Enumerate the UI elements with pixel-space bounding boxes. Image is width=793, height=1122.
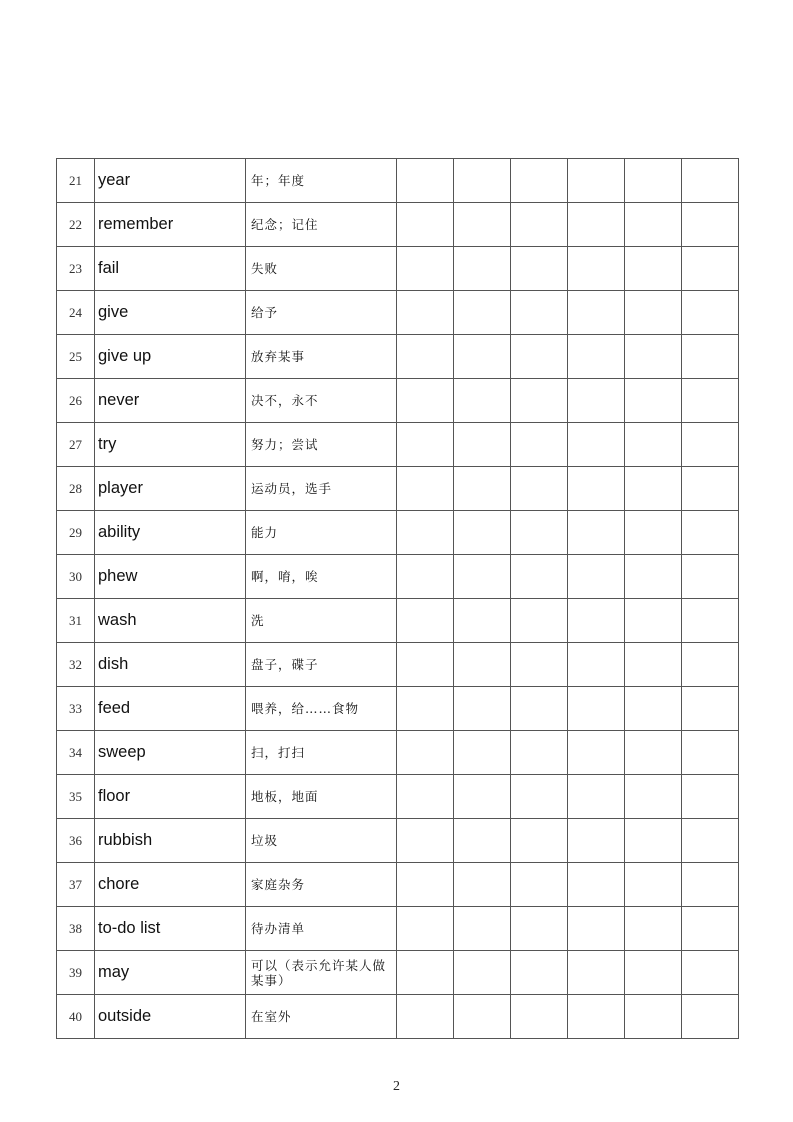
practice-cell — [454, 203, 511, 247]
practice-cell — [397, 159, 454, 203]
practice-cell — [682, 247, 739, 291]
practice-cell — [682, 687, 739, 731]
practice-cell — [397, 907, 454, 951]
chinese-meaning: 努力；尝试 — [246, 423, 397, 467]
practice-cell — [625, 775, 682, 819]
chinese-meaning: 给予 — [246, 291, 397, 335]
chinese-meaning: 盘子，碟子 — [246, 643, 397, 687]
practice-cell — [625, 423, 682, 467]
practice-cell — [454, 335, 511, 379]
practice-cell — [568, 467, 625, 511]
row-number: 39 — [57, 951, 95, 995]
vocab-row — [57, 423, 739, 467]
vocab-row — [57, 291, 739, 335]
practice-cell — [568, 731, 625, 775]
practice-cell — [625, 555, 682, 599]
practice-cell — [511, 379, 568, 423]
vocab-row — [57, 511, 739, 555]
chinese-meaning: 放弃某事 — [246, 335, 397, 379]
practice-cell — [511, 907, 568, 951]
vocab-row — [57, 863, 739, 907]
practice-cell — [625, 687, 682, 731]
vocabulary-table — [56, 158, 739, 1039]
practice-cell — [682, 643, 739, 687]
chinese-meaning: 在室外 — [246, 995, 397, 1039]
practice-cell — [568, 907, 625, 951]
practice-cell — [682, 203, 739, 247]
english-word: rubbish — [95, 819, 246, 863]
practice-cell — [454, 247, 511, 291]
row-number: 38 — [57, 907, 95, 951]
row-number: 37 — [57, 863, 95, 907]
practice-cell — [454, 819, 511, 863]
english-word: give up — [95, 335, 246, 379]
practice-cell — [454, 687, 511, 731]
practice-cell — [511, 555, 568, 599]
chinese-meaning: 垃圾 — [246, 819, 397, 863]
practice-cell — [511, 643, 568, 687]
practice-cell — [568, 511, 625, 555]
chinese-meaning: 决不，永不 — [246, 379, 397, 423]
practice-cell — [397, 731, 454, 775]
chinese-meaning: 洗 — [246, 599, 397, 643]
practice-cell — [568, 951, 625, 995]
practice-cell — [511, 247, 568, 291]
chinese-meaning: 家庭杂务 — [246, 863, 397, 907]
row-number: 29 — [57, 511, 95, 555]
practice-cell — [625, 863, 682, 907]
page-number: 2 — [393, 1079, 400, 1094]
vocab-row — [57, 775, 739, 819]
row-number: 23 — [57, 247, 95, 291]
practice-cell — [511, 159, 568, 203]
practice-cell — [511, 995, 568, 1039]
practice-cell — [397, 379, 454, 423]
practice-cell — [682, 467, 739, 511]
practice-cell — [682, 907, 739, 951]
practice-cell — [397, 775, 454, 819]
vocab-row — [57, 687, 739, 731]
vocab-row — [57, 731, 739, 775]
practice-cell — [397, 291, 454, 335]
practice-cell — [454, 467, 511, 511]
chinese-meaning: 啊，唷，唉 — [246, 555, 397, 599]
row-number: 31 — [57, 599, 95, 643]
practice-cell — [454, 291, 511, 335]
row-number: 34 — [57, 731, 95, 775]
practice-cell — [682, 819, 739, 863]
vocab-row — [57, 247, 739, 291]
practice-cell — [397, 467, 454, 511]
practice-cell — [568, 423, 625, 467]
practice-cell — [625, 203, 682, 247]
row-number: 33 — [57, 687, 95, 731]
practice-cell — [397, 203, 454, 247]
practice-cell — [511, 951, 568, 995]
vocab-row — [57, 951, 739, 995]
vocab-row — [57, 159, 739, 203]
practice-cell — [397, 863, 454, 907]
practice-cell — [625, 731, 682, 775]
english-word: remember — [95, 203, 246, 247]
practice-cell — [568, 379, 625, 423]
vocab-row — [57, 467, 739, 511]
practice-cell — [625, 467, 682, 511]
english-word: ability — [95, 511, 246, 555]
practice-cell — [625, 907, 682, 951]
english-word: to-do list — [95, 907, 246, 951]
practice-cell — [454, 863, 511, 907]
practice-cell — [682, 379, 739, 423]
practice-cell — [397, 555, 454, 599]
practice-cell — [397, 995, 454, 1039]
practice-cell — [682, 511, 739, 555]
practice-cell — [682, 335, 739, 379]
practice-cell — [454, 643, 511, 687]
practice-cell — [625, 159, 682, 203]
practice-cell — [568, 643, 625, 687]
practice-cell — [625, 599, 682, 643]
practice-cell — [568, 159, 625, 203]
vocab-row — [57, 335, 739, 379]
practice-cell — [511, 819, 568, 863]
practice-cell — [568, 863, 625, 907]
practice-cell — [682, 159, 739, 203]
english-word: try — [95, 423, 246, 467]
practice-cell — [454, 379, 511, 423]
chinese-meaning: 年；年度 — [246, 159, 397, 203]
chinese-meaning: 喂养，给……食物 — [246, 687, 397, 731]
english-word: player — [95, 467, 246, 511]
practice-cell — [511, 863, 568, 907]
english-word: never — [95, 379, 246, 423]
vocab-row — [57, 203, 739, 247]
practice-cell — [682, 951, 739, 995]
vocab-row — [57, 995, 739, 1039]
practice-cell — [682, 555, 739, 599]
practice-cell — [625, 951, 682, 995]
practice-cell — [568, 291, 625, 335]
chinese-meaning: 可以（表示允许某人做某事） — [246, 951, 397, 995]
chinese-meaning: 纪念；记住 — [246, 203, 397, 247]
practice-cell — [511, 731, 568, 775]
english-word: wash — [95, 599, 246, 643]
practice-cell — [568, 995, 625, 1039]
row-number: 26 — [57, 379, 95, 423]
practice-cell — [568, 775, 625, 819]
practice-cell — [511, 687, 568, 731]
practice-cell — [454, 951, 511, 995]
chinese-meaning: 扫，打扫 — [246, 731, 397, 775]
practice-cell — [397, 687, 454, 731]
english-word: year — [95, 159, 246, 203]
practice-cell — [625, 643, 682, 687]
practice-cell — [568, 203, 625, 247]
practice-cell — [454, 511, 511, 555]
practice-cell — [682, 995, 739, 1039]
practice-cell — [511, 775, 568, 819]
row-number: 21 — [57, 159, 95, 203]
practice-cell — [511, 203, 568, 247]
english-word: dish — [95, 643, 246, 687]
practice-cell — [511, 291, 568, 335]
chinese-meaning: 地板，地面 — [246, 775, 397, 819]
practice-cell — [454, 995, 511, 1039]
practice-cell — [454, 423, 511, 467]
row-number: 28 — [57, 467, 95, 511]
chinese-meaning: 运动员，选手 — [246, 467, 397, 511]
row-number: 36 — [57, 819, 95, 863]
english-word: chore — [95, 863, 246, 907]
practice-cell — [625, 379, 682, 423]
practice-cell — [682, 599, 739, 643]
row-number: 40 — [57, 995, 95, 1039]
practice-cell — [397, 643, 454, 687]
practice-cell — [568, 335, 625, 379]
row-number: 35 — [57, 775, 95, 819]
practice-cell — [454, 555, 511, 599]
practice-cell — [397, 335, 454, 379]
row-number: 22 — [57, 203, 95, 247]
practice-cell — [568, 555, 625, 599]
practice-cell — [511, 335, 568, 379]
practice-cell — [511, 511, 568, 555]
practice-cell — [454, 907, 511, 951]
row-number: 25 — [57, 335, 95, 379]
practice-cell — [511, 599, 568, 643]
practice-cell — [397, 511, 454, 555]
practice-cell — [511, 423, 568, 467]
practice-cell — [625, 247, 682, 291]
vocab-row — [57, 643, 739, 687]
practice-cell — [682, 775, 739, 819]
english-word: floor — [95, 775, 246, 819]
practice-cell — [682, 423, 739, 467]
practice-cell — [397, 247, 454, 291]
practice-cell — [625, 291, 682, 335]
practice-cell — [682, 291, 739, 335]
english-word: may — [95, 951, 246, 995]
chinese-meaning: 能力 — [246, 511, 397, 555]
vocab-row — [57, 599, 739, 643]
practice-cell — [625, 995, 682, 1039]
practice-cell — [625, 511, 682, 555]
practice-cell — [397, 819, 454, 863]
vocab-row — [57, 819, 739, 863]
practice-cell — [397, 423, 454, 467]
chinese-meaning: 待办清单 — [246, 907, 397, 951]
practice-cell — [397, 951, 454, 995]
practice-cell — [682, 863, 739, 907]
practice-cell — [454, 599, 511, 643]
practice-cell — [397, 599, 454, 643]
english-word: outside — [95, 995, 246, 1039]
practice-cell — [454, 159, 511, 203]
practice-cell — [568, 247, 625, 291]
chinese-meaning: 失败 — [246, 247, 397, 291]
practice-cell — [568, 687, 625, 731]
practice-cell — [625, 819, 682, 863]
english-word: sweep — [95, 731, 246, 775]
english-word: fail — [95, 247, 246, 291]
practice-cell — [682, 731, 739, 775]
english-word: phew — [95, 555, 246, 599]
vocabulary-table-body — [57, 159, 739, 1039]
vocab-row — [57, 379, 739, 423]
row-number: 30 — [57, 555, 95, 599]
practice-cell — [511, 467, 568, 511]
practice-cell — [454, 775, 511, 819]
vocab-row — [57, 555, 739, 599]
practice-cell — [625, 335, 682, 379]
practice-cell — [454, 731, 511, 775]
english-word: give — [95, 291, 246, 335]
row-number: 32 — [57, 643, 95, 687]
practice-cell — [568, 819, 625, 863]
english-word: feed — [95, 687, 246, 731]
row-number: 24 — [57, 291, 95, 335]
row-number: 27 — [57, 423, 95, 467]
practice-cell — [568, 599, 625, 643]
vocab-row — [57, 907, 739, 951]
